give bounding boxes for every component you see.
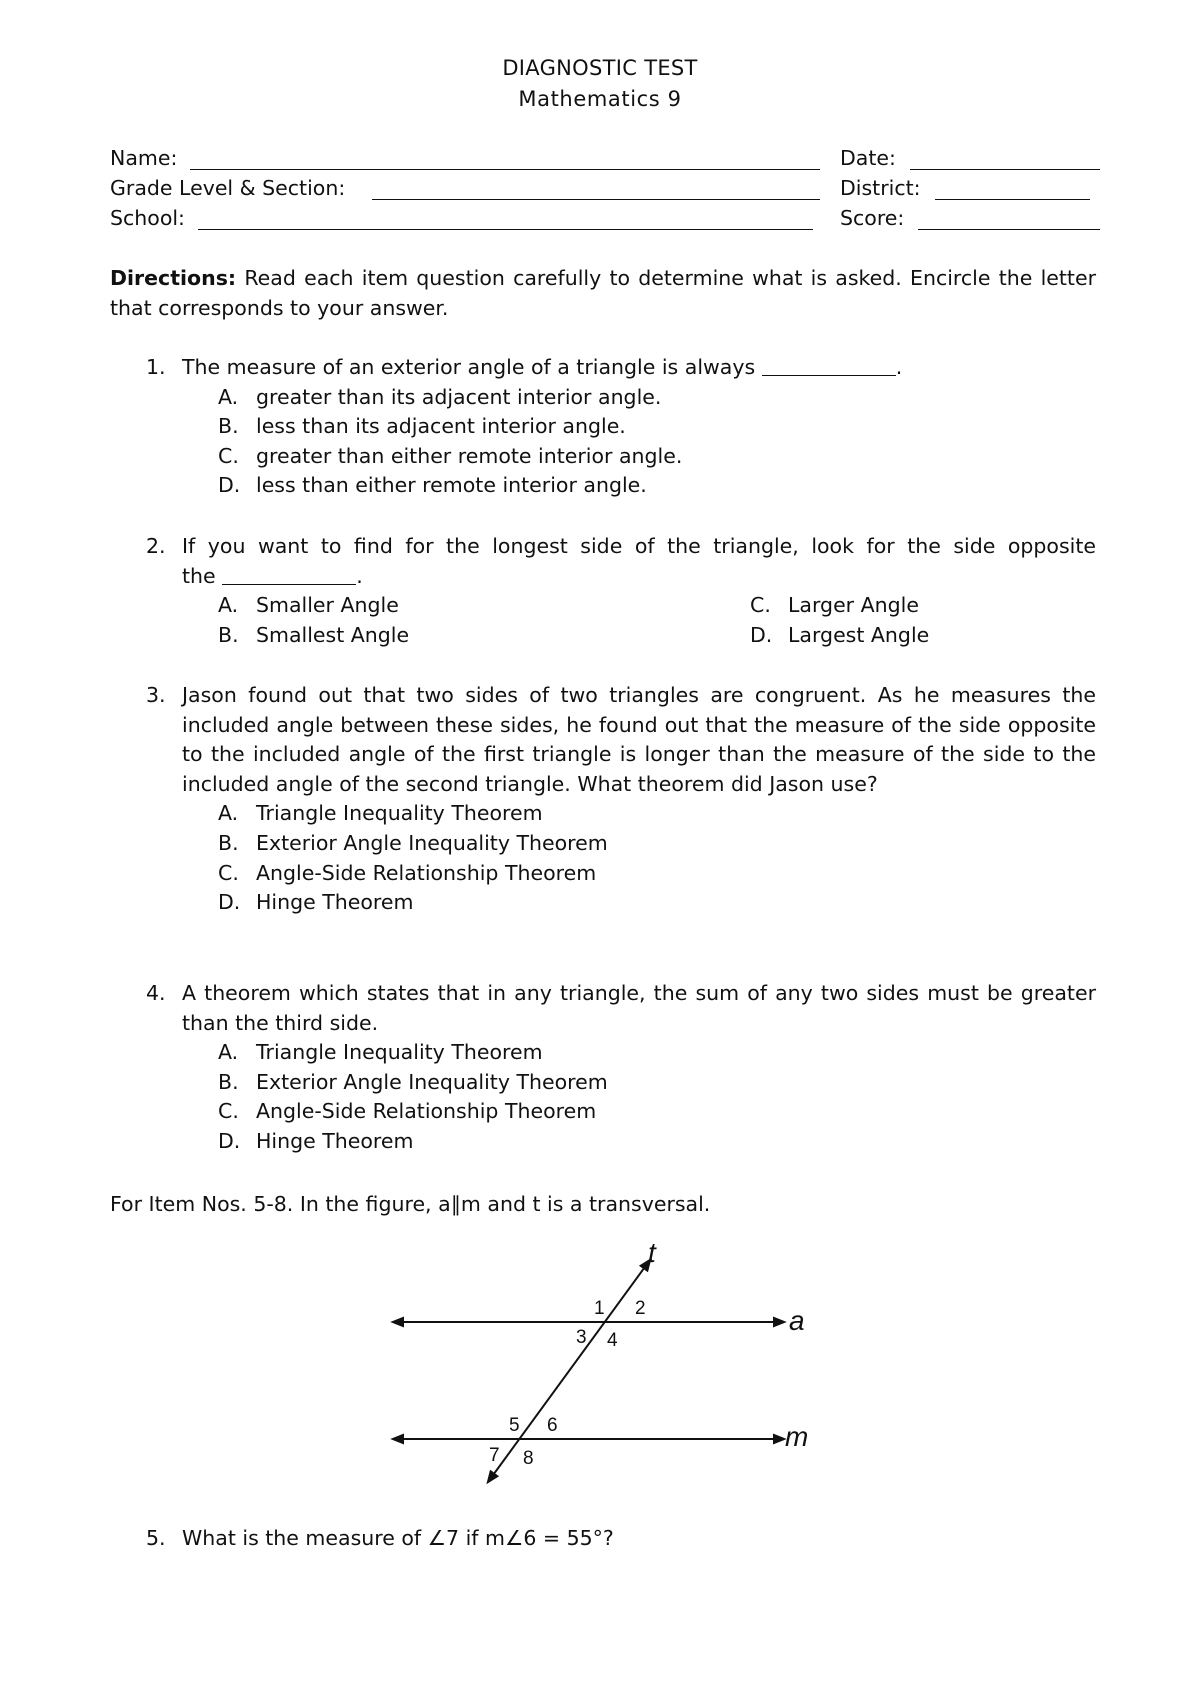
option-letter: A. [218, 801, 239, 826]
angle-2: 2 [635, 1298, 646, 1319]
school-line[interactable] [198, 229, 813, 230]
option-text: Triangle Inequality Theorem [256, 1040, 543, 1065]
option-letter: C. [218, 860, 239, 885]
angle-1: 1 [594, 1298, 605, 1319]
option-text: Hinge Theorem [256, 1128, 414, 1153]
question-text: Jason found out that two sides of two triangles are congruent. As he measures the included angle between these sides, he found out that the measure of the side opposite to the included angle of the first triangle is longer than the measure of the side to the included angle of the second triangle. What theorem did Jason use? [182, 683, 1096, 796]
score-line[interactable] [918, 229, 1100, 230]
question-text-cont: the [182, 563, 216, 588]
option-d[interactable] [110, 1127, 1096, 1157]
option-b[interactable] [110, 829, 1096, 859]
option-text: Exterior Angle Inequality Theorem [256, 830, 608, 855]
angle-4: 4 [607, 1330, 618, 1351]
label-a: a [789, 1305, 805, 1336]
angle-6: 6 [547, 1415, 558, 1436]
page-title: DIAGNOSTIC TEST [502, 56, 698, 80]
grade-section-field[interactable] [110, 176, 820, 204]
option-text: Exterior Angle Inequality Theorem [256, 1069, 608, 1094]
question-3 [110, 681, 1096, 918]
option-c-letter[interactable]: C. [750, 593, 771, 618]
option-text: Angle-Side Relationship Theorem [256, 1099, 597, 1124]
question-text: The measure of an exterior angle of a triangle is always [182, 355, 756, 379]
option-letter: A. [218, 384, 239, 409]
option-d[interactable] [110, 888, 1096, 918]
school-field[interactable] [110, 206, 820, 234]
page-subtitle: Mathematics 9 [518, 87, 682, 111]
option-text: less than either remote interior angle. [256, 473, 647, 498]
option-c-text[interactable]: Larger Angle [788, 593, 919, 618]
option-text: less than its adjacent interior angle. [256, 414, 626, 439]
date-line[interactable] [910, 169, 1100, 170]
question-text: A theorem which states that in any triangle, the sum of any two sides must be greater than the third side. [182, 981, 1096, 1035]
option-text: greater than either remote interior angle. [256, 443, 683, 468]
option-a[interactable] [110, 799, 1096, 829]
district-label: District: [840, 176, 921, 200]
option-letter: C. [218, 443, 239, 468]
option-d-text[interactable]: Largest Angle [788, 622, 930, 647]
question-number: 3. [146, 683, 166, 707]
directions [110, 263, 1096, 323]
name-field[interactable] [110, 146, 820, 174]
option-row [110, 591, 1096, 621]
option-letter: C. [218, 1099, 239, 1124]
question-number: 2. [146, 534, 166, 558]
school-label: School: [110, 206, 185, 230]
option-letter: D. [218, 1128, 241, 1153]
directions-label: Directions: [110, 266, 237, 290]
option-a-text[interactable]: Smaller Angle [256, 593, 399, 618]
angle-3: 3 [576, 1327, 587, 1348]
option-text: Triangle Inequality Theorem [256, 801, 543, 826]
angle-7: 7 [489, 1445, 500, 1466]
date-label: Date: [840, 146, 896, 170]
figure-note: For Item Nos. 5-8. In the figure, a∥m and t is a transversal. [110, 1192, 711, 1216]
option-a-letter[interactable]: A. [218, 593, 239, 618]
option-letter: A. [218, 1040, 239, 1065]
score-field[interactable] [840, 206, 1100, 234]
district-line[interactable] [935, 199, 1090, 200]
option-c[interactable] [110, 442, 1096, 472]
label-t: t [648, 1238, 656, 1268]
date-field[interactable] [840, 146, 1100, 174]
question-4 [110, 979, 1096, 1157]
option-b[interactable] [110, 412, 1096, 442]
option-letter: B. [218, 1069, 239, 1094]
question-number: 5. [146, 1526, 166, 1550]
option-text: greater than its adjacent interior angle. [256, 384, 662, 409]
answer-blank [222, 584, 356, 585]
option-text: Angle-Side Relationship Theorem [256, 860, 597, 885]
option-letter: B. [218, 414, 239, 439]
question-text: What is the measure of ∠7 if m∠6 = 55°? [182, 1526, 614, 1550]
option-c[interactable] [110, 859, 1096, 889]
question-number: 4. [146, 981, 166, 1005]
question-punct: . [895, 355, 903, 379]
directions-text: Read each item question carefully to determine what is asked. Encircle the letter that corresponds to your answer. [110, 266, 1096, 320]
option-a[interactable] [110, 1038, 1096, 1068]
question-1 [110, 353, 1096, 501]
question-number: 1. [146, 355, 166, 379]
option-letter: B. [218, 830, 239, 855]
option-a[interactable] [110, 383, 1096, 413]
grade-section-label: Grade Level & Section: [110, 176, 346, 200]
option-letter: D. [218, 890, 241, 915]
question-2 [110, 532, 1096, 650]
option-d-letter[interactable]: D. [750, 622, 773, 647]
answer-blank [762, 375, 896, 376]
option-b-text[interactable]: Smallest Angle [256, 622, 410, 647]
question-punct: . [356, 563, 363, 588]
grade-section-line[interactable] [372, 199, 820, 200]
angle-5: 5 [509, 1415, 520, 1436]
label-m: m [785, 1421, 809, 1452]
name-label: Name: [110, 146, 178, 170]
option-b[interactable] [110, 1068, 1096, 1098]
score-label: Score: [840, 206, 905, 230]
district-field[interactable] [840, 176, 1095, 204]
option-b-letter[interactable]: B. [218, 622, 239, 647]
line-t [488, 1260, 650, 1482]
parallel-lines-figure [380, 1238, 830, 1498]
option-c[interactable] [110, 1097, 1096, 1127]
name-line[interactable] [190, 169, 820, 170]
angle-8: 8 [523, 1448, 534, 1469]
option-row [110, 621, 1096, 651]
option-d[interactable] [110, 471, 1096, 501]
option-letter: D. [218, 473, 241, 498]
question-text: If you want to find for the longest side of the triangle, look for the side opposite [182, 534, 1096, 558]
option-text: Hinge Theorem [256, 890, 414, 915]
question-5 [110, 1526, 1096, 1550]
